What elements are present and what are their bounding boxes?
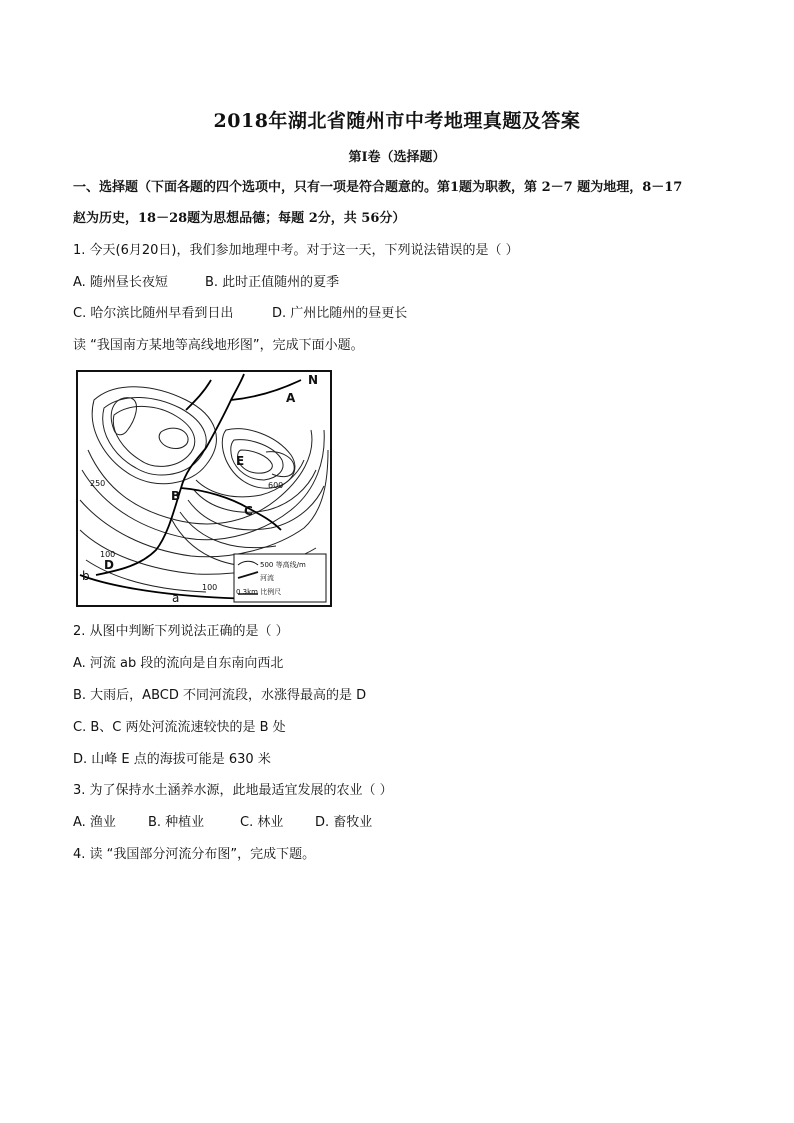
contour-map-figure: [76, 370, 332, 607]
river-point-a-label: a: [172, 591, 180, 605]
question-3-option-c: C. 林业: [240, 815, 284, 830]
map-point-e-label: E: [236, 454, 245, 468]
section-header-line2: 赵为历史，18－28题为思想品德；每题 2分，共 56分）: [73, 211, 406, 226]
question-1-option-b: B. 此时正值随州的夏季: [205, 275, 340, 290]
question-2-option-a: A. 河流 ab 段的流向是自东南向西北: [73, 656, 284, 671]
section-header-line1: 一、选择题（下面各题的四个选项中，只有一项是符合题意的。第1题为职教，第 2－7 题为地理，8－17: [73, 180, 683, 195]
river-point-b-label: b: [82, 569, 90, 583]
map-intro-text: 读 “我国南方某地等高线地形图”，完成下面小题。: [73, 338, 364, 353]
map-point-d-label: D: [104, 558, 114, 572]
question-3-option-b: B. 种植业: [148, 815, 205, 830]
question-1-option-c: C. 哈尔滨比随州早看到日出: [73, 306, 234, 321]
question-2-option-b: B. 大雨后，ABCD 不同河流段，水涨得最高的是 D: [73, 688, 367, 703]
map-point-a-label: A: [286, 391, 296, 405]
question-1-stem: 1. 今天(6月20日)，我们参加地理中考。对于这一天，下列说法错误的是（ ）: [73, 243, 519, 258]
question-3-option-d: D. 畜牧业: [315, 815, 373, 830]
question-2-stem: 2. 从图中判断下列说法正确的是（ ）: [73, 624, 289, 639]
page-title: 2018年湖北省随州市中考地理真题及答案: [213, 110, 581, 132]
question-1-option-a: A. 随州昼长夜短: [73, 275, 168, 290]
legend-river-label: 河流: [260, 574, 274, 582]
map-point-c-label: C: [244, 504, 253, 518]
contour-label-100-bottom: 100: [202, 583, 218, 592]
legend-scale-label: 0 3km 比例尺: [236, 588, 282, 596]
legend-contour-label: 500 等高线/m: [260, 561, 306, 569]
question-3-stem: 3. 为了保持水土涵养水源，此地最适宜发展的农业（ ）: [73, 783, 393, 798]
question-1-option-d: D. 广州比随州的昼更长: [272, 306, 408, 321]
question-4-stem: 4. 读 “我国部分河流分布图”，完成下题。: [73, 847, 316, 862]
contour-label-250: 250: [90, 479, 106, 488]
section-subtitle: 第Ⅰ卷（选择题）: [348, 150, 446, 165]
north-arrow-label: N: [308, 373, 319, 387]
contour-label-600: 600: [268, 481, 284, 490]
question-2-option-d: D. 山峰 E 点的海拔可能是 630 米: [73, 752, 271, 767]
question-2-option-c: C. B、C 两处河流流速较快的是 B 处: [73, 720, 286, 735]
map-point-b-label: B: [171, 489, 181, 503]
contour-label-100-left: 100: [100, 550, 116, 559]
question-3-option-a: A. 渔业: [73, 815, 116, 830]
